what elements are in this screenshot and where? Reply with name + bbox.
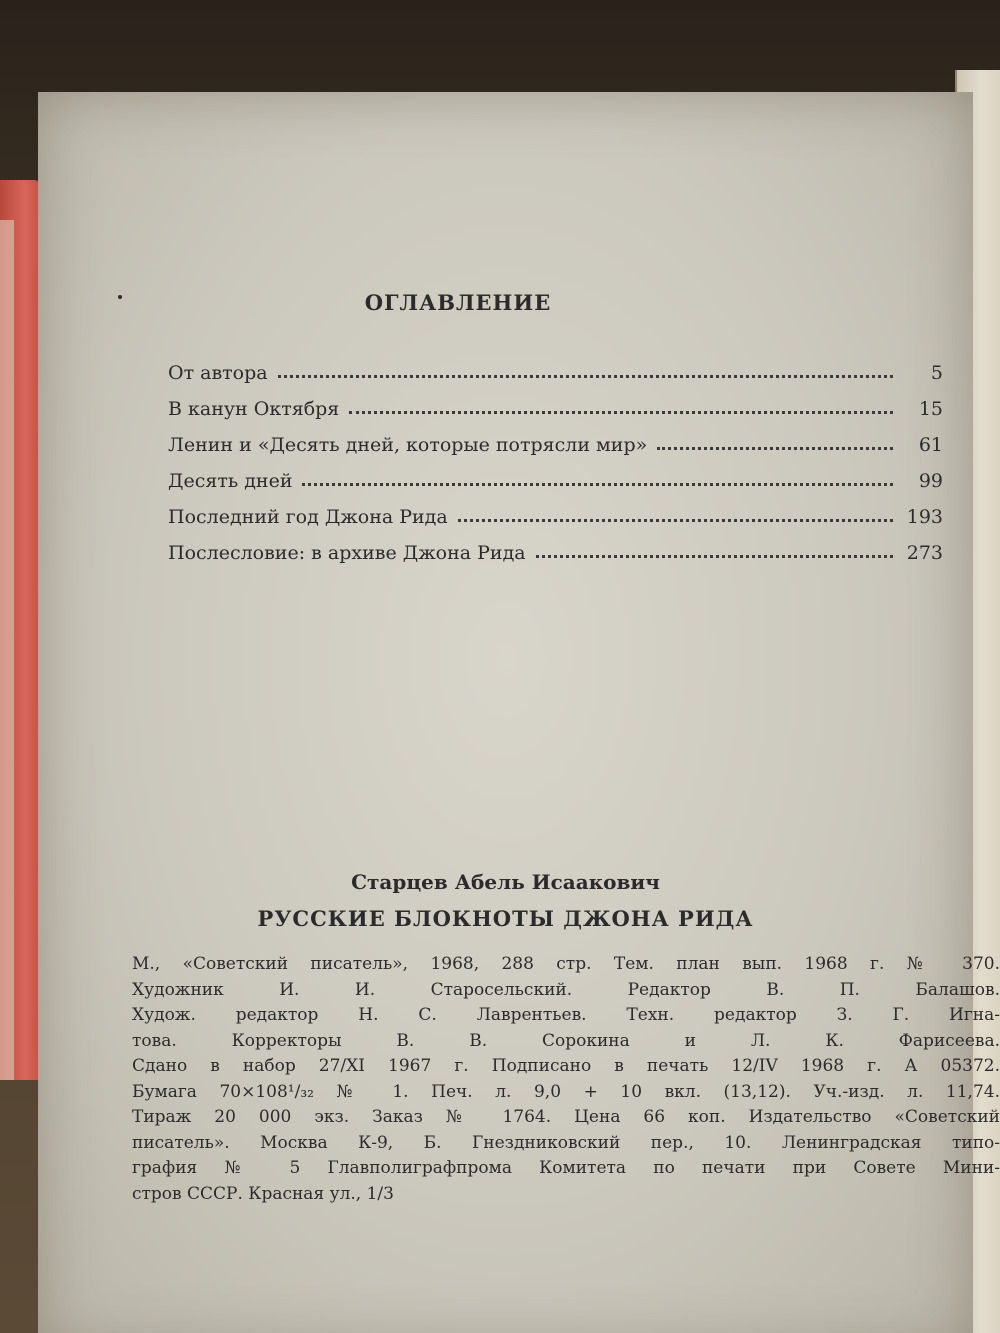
imprint-line: Тираж 20 000 экз. Заказ № 1764. Цена 66 коп. Издательство «Советский [132, 1107, 1000, 1127]
toc-entry [168, 462, 943, 492]
toc-entry-page: 61 [918, 434, 943, 456]
toc-entry-label: Ленин и «Десять дней, которые потрясли мир» [168, 434, 648, 456]
toc-entry-label: Послесловие: в архиве Джона Рида [168, 542, 526, 564]
toc-entry [168, 390, 943, 420]
toc-entry [168, 534, 943, 564]
dot-leader [302, 483, 893, 486]
dot-leader [458, 519, 893, 522]
dot-leader [657, 447, 893, 450]
toc-entry-label: Последний год Джона Рида [168, 506, 448, 528]
toc-entry-label: В канун Октября [168, 398, 340, 420]
dot-leader [536, 555, 893, 558]
book-edge [0, 220, 14, 1080]
imprint-line: Бумага 70×108¹/₃₂ № 1. Печ. л. 9,0 + 10 вкл. (13,12). Уч.-изд. л. 11,74. [132, 1081, 1000, 1102]
imprint-line: Художник И. И. Старосельский. Редактор В. П. Балашов. [132, 979, 1000, 1000]
imprint-line: графия № 5 Главполиграфпрома Комитета по печати при Совете Мини- [132, 1158, 1000, 1178]
toc-title: ОГЛАВЛЕНИЕ [364, 290, 552, 315]
colophon-author: Старцев Абель Исаакович [351, 870, 660, 894]
imprint-line: Сдано в набор 27/XI 1967 г. Подписано в печать 12/IV 1968 г. А 05372. [132, 1056, 1000, 1076]
toc-entry [168, 354, 943, 384]
dot-leader [349, 411, 893, 414]
toc-entry-label: Десять дней [168, 470, 293, 492]
toc-entry-label: От автора [168, 362, 268, 384]
colophon-book-title: РУССКИЕ БЛОКНОТЫ ДЖОНА РИДА [257, 906, 754, 931]
dot-leader [278, 375, 893, 378]
imprint-line: това. Корректоры В. В. Сорокина и Л. К. Фарисеева. [132, 1030, 1000, 1051]
imprint-line: М., «Советский писатель», 1968, 288 стр. Тем. план вып. 1968 г. № 370. [132, 954, 1000, 974]
toc-entry-page: 99 [918, 470, 943, 492]
toc-entry [168, 498, 943, 528]
imprint-line: писатель». Москва К-9, Б. Гнездниковский пер., 10. Ленинградская типо- [132, 1132, 1000, 1153]
imprint-line: стров СССР. Красная ул., 1/3 [132, 1183, 394, 1204]
toc-entry-page: 5 [930, 362, 943, 384]
toc-entry [168, 426, 943, 456]
toc-entry-page: 273 [906, 542, 943, 564]
toc-entry-page: 193 [906, 506, 943, 528]
book-page [38, 92, 1000, 1333]
toc-entry-page: 15 [918, 398, 943, 420]
imprint-block [132, 952, 1000, 1207]
imprint-line: Худож. редактор Н. С. Лаврентьев. Техн. редактор З. Г. Игна- [132, 1005, 1000, 1025]
